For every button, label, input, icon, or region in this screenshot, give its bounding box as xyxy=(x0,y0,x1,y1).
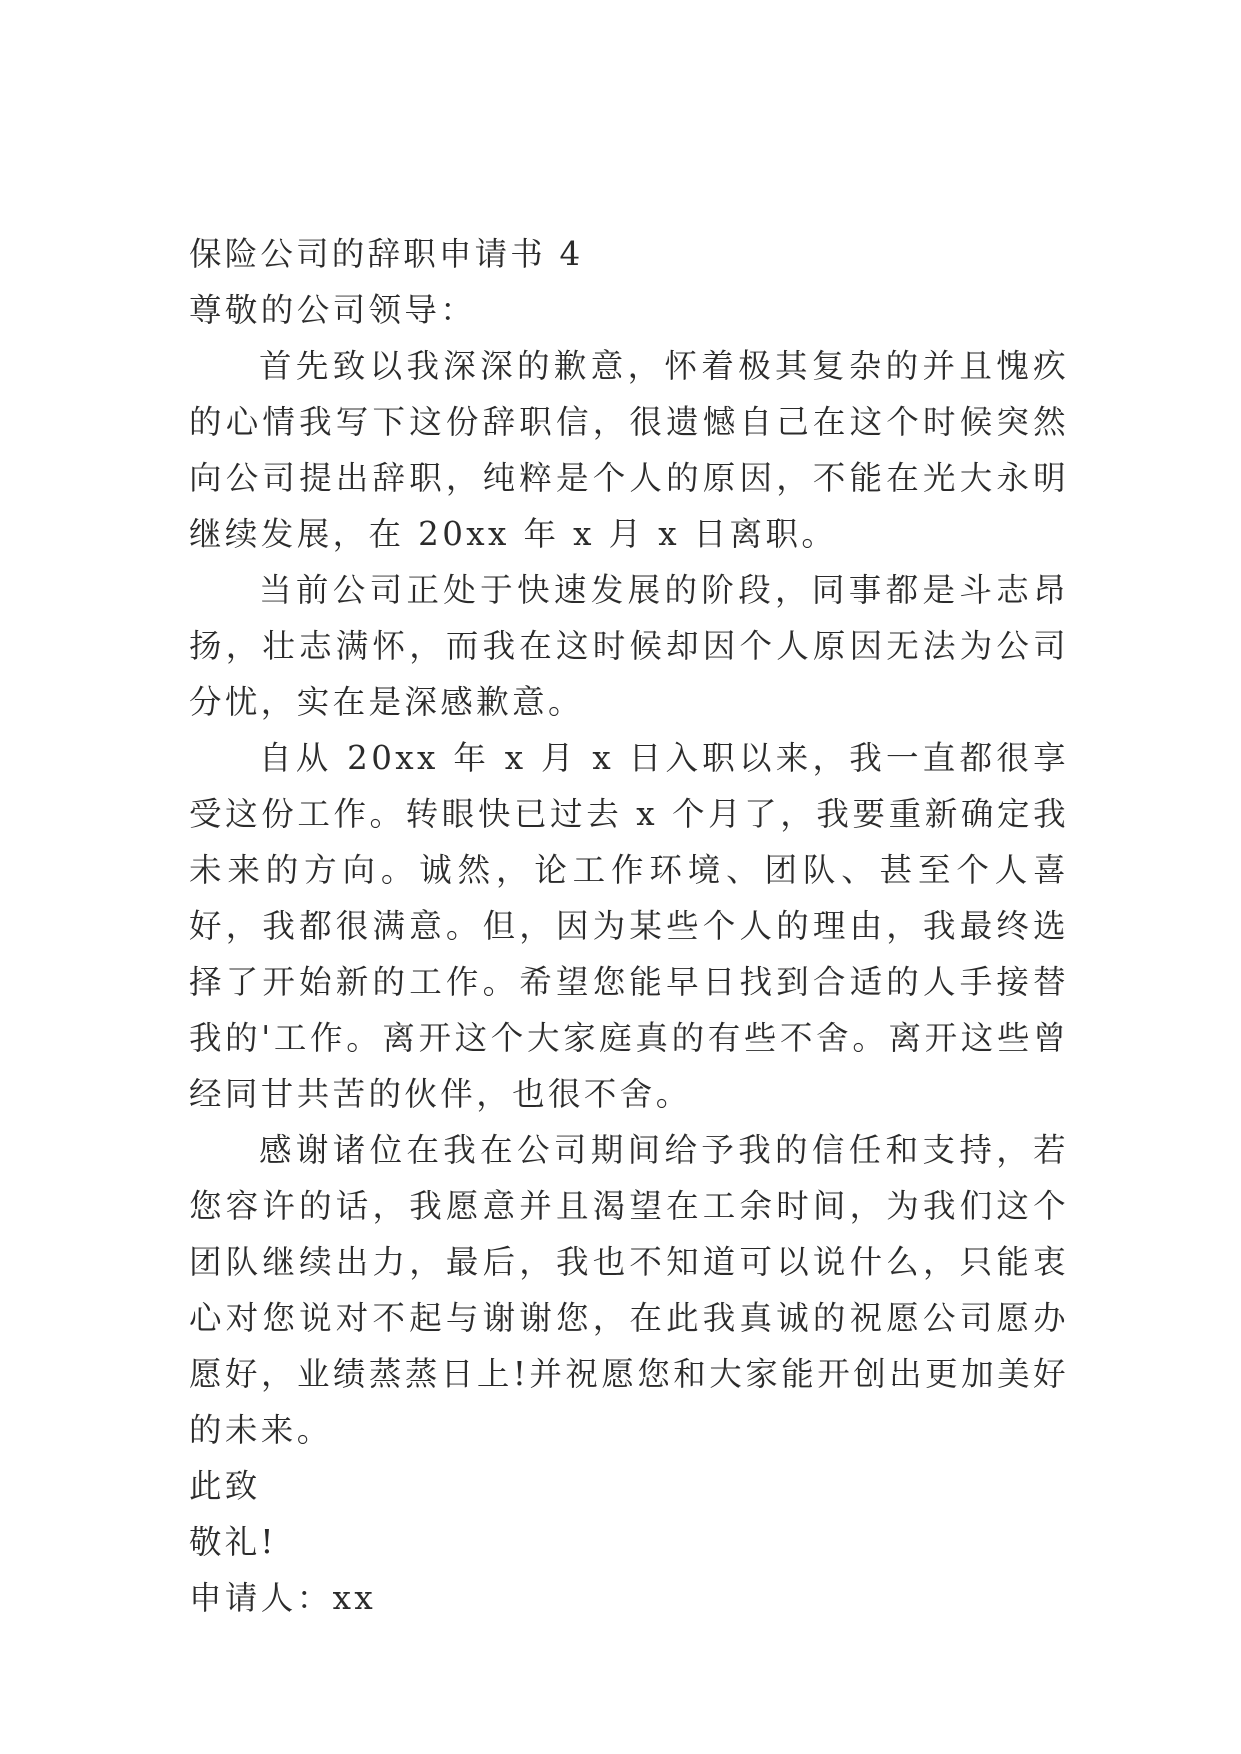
closing-line-2: 敬礼! xyxy=(189,1523,277,1561)
paragraph-3: 自从 20xx 年 x 月 x 日入职以来，我一直都很享受这份工作。转眼快已过去 x 个月了，我要重新确定我未来的方向。诚然，论工作环境、团队、甚至个人喜好，我都很满意。但，因为某些个人的理由，我最终选择了开始新的工作。希望您能早日找到合适的人手接替我的'工作。离开这个大家庭真的有些不舍。离开这些曾经同甘共苦的伙伴，也很不舍。 xyxy=(189,739,1069,1113)
signature-line: 申请人：xx xyxy=(189,1579,377,1617)
paragraph-2: 当前公司正处于快速发展的阶段，同事都是斗志昂扬，壮志满怀，而我在这时候却因个人原因无法为公司分忧，实在是深感歉意。 xyxy=(189,571,1069,721)
paragraph-4: 感谢诸位在我在公司期间给予我的信任和支持，若您容许的话，我愿意并且渴望在工余时间，为我们这个团队继续出力，最后，我也不知道可以说什么，只能衷心对您说对不起与谢谢您，在此我真诚的祝愿公司愿办愿好，业绩蒸蒸日上!并祝愿您和大家能开创出更加美好的未来。 xyxy=(189,1131,1069,1449)
document-body xyxy=(189,226,1069,1626)
salutation: 尊敬的公司领导： xyxy=(189,291,477,329)
paragraph-1: 首先致以我深深的歉意，怀着极其复杂的并且愧疚的心情我写下这份辞职信，很遗憾自己在这个时候突然向公司提出辞职，纯粹是个人的原因，不能在光大永明继续发展，在 20xx 年 x 月 x 日离职。 xyxy=(189,347,1069,553)
closing-line-1: 此致 xyxy=(189,1467,261,1505)
document-title: 保险公司的辞职申请书 4 xyxy=(189,235,584,273)
